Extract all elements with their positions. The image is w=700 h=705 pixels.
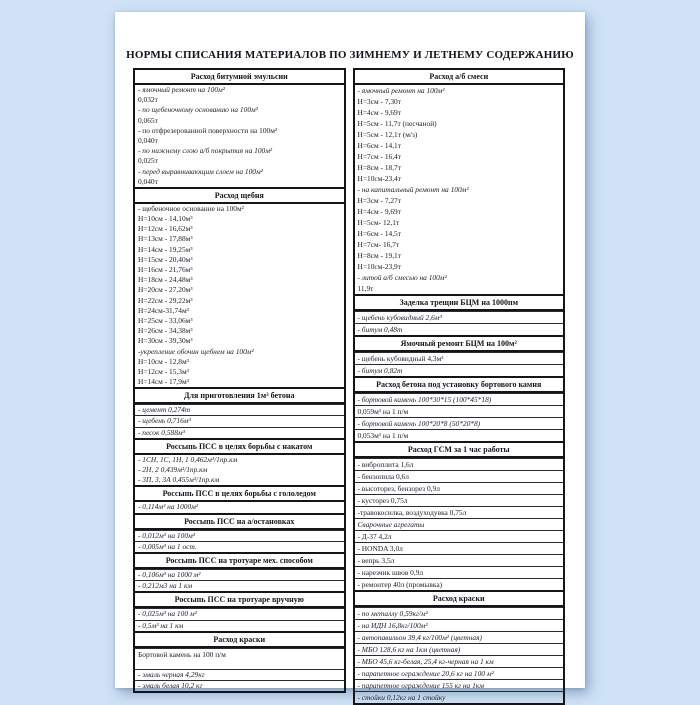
table-section [355, 441, 564, 590]
section-header: Расход щебня [135, 187, 344, 204]
table-row: - щебеночное основание на 100м² [138, 203, 244, 213]
table-row: Н=6см - 14,1т [357, 141, 401, 150]
table-row: Н=10см-23,4т [357, 174, 401, 183]
table-row: - 0,114м³ на 1000м² [138, 502, 199, 512]
table-row: 0,040т [138, 135, 158, 145]
table-row: - эмаль черная 4,29кг [135, 669, 344, 680]
table-row: -травокосилка, воздуходувка 0,75л [355, 506, 564, 518]
table-section [135, 70, 344, 187]
table-row: - ямочный ремонт на 100м² [138, 85, 225, 94]
table-row: - парапетное ограждение 155 кг на 1км [355, 679, 564, 691]
table-row: - МБО 128,6 кг на 1км (цветная) [355, 643, 564, 655]
table-row: - бортовой камень 100*20*8 (50*20*8) [355, 417, 564, 429]
document-page [115, 12, 585, 702]
table-row: Н=18см - 24,48м³ [138, 275, 193, 285]
table-row: 0,025т [138, 156, 158, 166]
table-row: - МБО 45,6 кг-белая, 25,4 кг-черная на 1 км [355, 655, 564, 667]
table-row: - по щебеночному основанию на 100м² [138, 105, 258, 115]
table-section [135, 552, 344, 591]
table-section [135, 513, 344, 552]
table-row: - кусторез 0,75л [355, 494, 564, 506]
table-row: - нарезчик швов 0,9л [355, 566, 564, 578]
section-header: Россыпь ПСС на а/остановках [135, 513, 344, 530]
table-row: - 0,212м3 на 1 км [135, 580, 344, 591]
table-row: Н=24см-31,74м³ [138, 305, 189, 315]
table-section [135, 485, 344, 512]
section-header: Расход а/б смеси [355, 70, 564, 85]
section-header: Россыпь ПСС на тротуаре вручную [135, 591, 344, 608]
table-row: - 2Н, 2 0,439м³/1пр.км [138, 465, 208, 474]
table-row: - щебень кубовидный 4,3м³ [355, 352, 564, 364]
table-section [135, 438, 344, 486]
table-row: - перед выравнивающим слоем на 100м² [138, 166, 263, 176]
table-row: Н=10см - 12,8м³ [138, 356, 189, 366]
table-row: 0,032т [138, 95, 158, 105]
table-row: - на капитальный ремонт на 100м² [357, 185, 469, 194]
table-row: Н=30см - 39,30м³ [138, 336, 193, 346]
table-section [355, 376, 564, 441]
table-row: Н=8см - 19,1т [357, 251, 401, 260]
table-row: - битум 0,48т [355, 323, 564, 335]
table-row: - эмаль белая 10,2 кг [135, 680, 344, 691]
table-row: - 1СН, 1С, 1Н, 1 0,462м³/1пр.км [138, 454, 238, 464]
table-row: Сварочные агрегаты [355, 518, 564, 530]
section-header: Расход краски [135, 631, 344, 648]
table-row: Н=16см - 21,76м³ [138, 265, 193, 274]
table-section [355, 590, 564, 703]
page-title: НОРМЫ СПИСАНИЯ МАТЕРИАЛОВ ПО ЗИМНЕМУ И ЛЕТНЕМУ СОДЕРЖАНИЮ [126, 49, 574, 61]
section-header: Заделка трещин БЦМ на 1000пм [355, 294, 564, 311]
table-row: - HONDA 3,0л [355, 542, 564, 554]
table-section [135, 591, 344, 630]
table-row: Н=25см - 33,06м³ [138, 315, 193, 325]
table-row: 0,053м³ на 1 п/м [355, 429, 564, 441]
section-header: Ямочный ремонт БЦМ на 100м² [355, 335, 564, 352]
table-section [135, 387, 344, 438]
table-section [135, 187, 344, 387]
section-header: Расход бетона под установку бортового камня [355, 376, 564, 393]
table-row: Н=3см - 7,30т [357, 97, 401, 106]
table-row: Н=5см- 12,1т [357, 218, 400, 227]
table-row: Н=6см - 14,5т [357, 229, 401, 238]
section-header: Расход ГСМ за 1 час работы [355, 441, 564, 458]
table-row: - 0,012м³ на 100м² [135, 530, 344, 541]
table-row: 0,065т [138, 115, 158, 125]
table-row: Н=10см - 14,10м³ [138, 214, 193, 224]
section-header: Россыпь ПСС в целях борьбы с гололедом [135, 485, 344, 502]
table-row: - по отфрезерованной поверхности на 100м² [138, 125, 278, 135]
section-header: Россыпь ПСС в целях борьбы с накатом [135, 438, 344, 455]
table-row: - битум 0,82т [355, 364, 564, 376]
table-row: 11,9т [357, 284, 374, 293]
table-row: - 0,025м³ на 100 м² [135, 608, 344, 619]
table-row: - 0,106м³ на 1000 м² [135, 569, 344, 580]
norms-table-left [133, 68, 346, 693]
table-row: - бортовой камень 100*30*15 (100*45*18) [355, 393, 564, 405]
table-row: Н=13см - 17,88м³ [138, 234, 193, 244]
table-section [355, 294, 564, 335]
table-row: Н=3см - 7,27т [357, 196, 401, 205]
table-row: - вепрь 3,5л [355, 554, 564, 566]
table-row: - Д-37 4,2л [355, 530, 564, 542]
table-row: Н=4см - 9,69т [357, 207, 401, 216]
table-row: - стойки 0,12кг на 1 стойку [355, 691, 564, 703]
table-row: - автопавильон 39,4 кг/100м² (цветная) [355, 631, 564, 643]
table-row: - по нижнему слою а/б покрытия на 100м² [138, 146, 273, 156]
table-row: - щебень кубовидный 2,6м³ [355, 311, 564, 323]
table-row: Н=7см- 16,7т [357, 240, 400, 249]
table-row: - ямочный ремонт на 100м² [357, 86, 445, 95]
table-row: - парапетное ограждение 20,6 кг на 100 м² [355, 667, 564, 679]
table-row: Н=5см - 11,7т (песчаной) [357, 119, 437, 128]
table-section [355, 335, 564, 376]
table-row: - цемент 0,274т [135, 404, 344, 415]
table-row: Н=10см-23,9т [357, 262, 401, 271]
table-row: Н=5см - 12,1т (м/з) [357, 130, 418, 139]
table-row: Бортовой камень на 100 п/м [135, 648, 344, 669]
table-section [355, 70, 564, 294]
table-row: - бензопила 0,6л [355, 470, 564, 482]
table-row: - на ИДН 16,8кг/100м² [355, 619, 564, 631]
section-header: Расход краски [355, 590, 564, 607]
section-header: Расход битумной эмульсии [135, 70, 344, 85]
table-row: - щебень 0,716м³ [135, 415, 344, 426]
table-row: 0,040т [138, 176, 158, 186]
table-row: - высоторез, бензорез 0,9л [355, 482, 564, 494]
table-row: Н=12см - 15,3м³ [138, 366, 189, 376]
table-row: Н=20см - 27,20м³ [138, 285, 193, 295]
table-row: Н=14см - 19,25м³ [138, 244, 193, 254]
table-row: - 0,005м³ на 1 ост. [135, 541, 344, 552]
table-row: Н=8см - 18,7т [357, 163, 401, 172]
table-row: 0,059м³ на 1 п/м [355, 405, 564, 417]
table-row: - виброплита 1,6л [355, 458, 564, 470]
table-row: - литой а/б смесью на 100м² [357, 273, 447, 282]
table-row: -укрепление обочин щебнем на 100м² [138, 346, 254, 356]
table-section [135, 631, 344, 692]
table-row: - ремонтер 40л (промывка) [355, 578, 564, 590]
table-row: Н=26см - 34,38м³ [138, 326, 193, 336]
norms-table-right [353, 68, 566, 705]
table-row: Н=4см - 9,69т [357, 108, 401, 117]
table-row: - песок 0,588м³ [135, 427, 344, 438]
section-header: Россыпь ПСС на тротуаре мех. способом [135, 552, 344, 569]
norms-tables [133, 68, 565, 705]
table-row: - по металлу 0,59кг/м² [355, 607, 564, 619]
table-row: Н=12см - 16,62м³ [138, 224, 193, 234]
table-row: - 0,5м³ на 1 км [135, 620, 344, 631]
table-row: Н=7см - 16,4т [357, 152, 401, 161]
table-row: - 3П, 3, 3А 0,455м³/1пр.км [138, 475, 220, 485]
table-row: Н=15см - 20,40м³ [138, 254, 193, 264]
section-header: Для приготовления 1м³ бетона [135, 387, 344, 404]
table-row: Н=22см - 29,22м³ [138, 295, 193, 305]
table-row: Н=14см - 17,9м³ [138, 377, 189, 387]
